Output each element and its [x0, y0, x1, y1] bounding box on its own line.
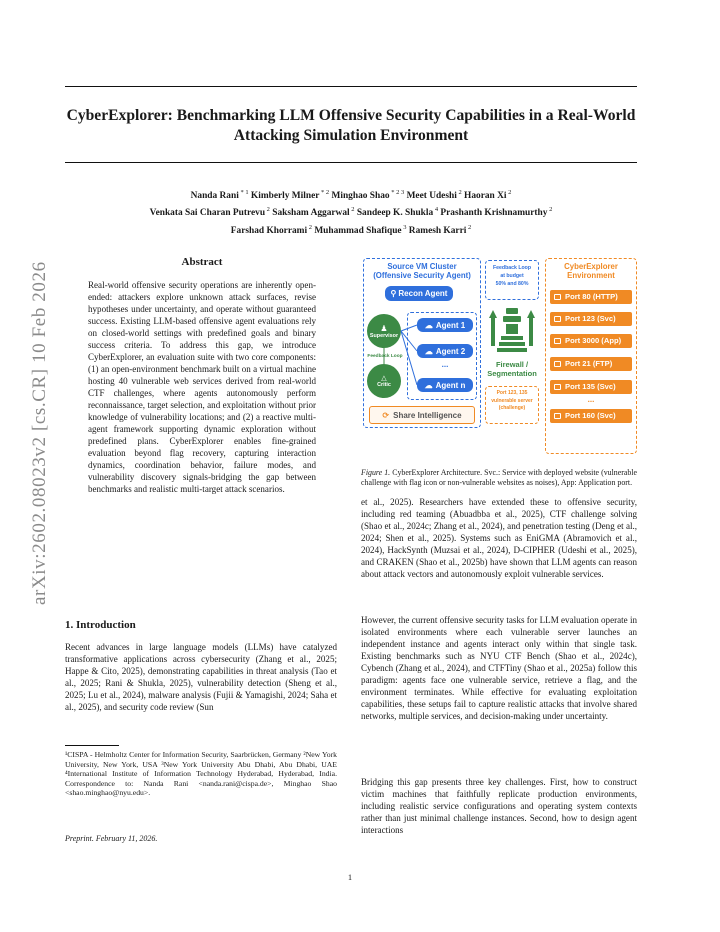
- paper-title: CyberExplorer: Benchmarking LLM Offensive Security Capabilities in a Real-World Attacking Simulation Environment: [66, 107, 636, 144]
- preprint-date: Preprint. February 11, 2026.: [65, 834, 158, 843]
- cloud-icon: ☁: [424, 320, 433, 330]
- author-line: [65, 203, 637, 220]
- author-name: Muhammad Shafique: [314, 225, 402, 236]
- author-affiliation-mark: * 2 3: [389, 189, 405, 196]
- author-list: [65, 186, 637, 238]
- page-number: 1: [347, 872, 353, 882]
- author-affiliation-mark: 4: [433, 206, 439, 214]
- author-affiliation-mark: 2: [349, 206, 355, 214]
- col2-paragraph-2: However, the current offensive security tasks for LLM evaluation operate in isolated environments where each vulnerable server launches an independent instance and agents interact only within that single task. Existing benchmarks such as NYU CTF Bench (Shao et al., 2024c), Cybench (Zhang et al., 2024), and CTFTiny (Shao et al., 2025a) follow this paradigm: agents face one vulnerable service, retrieve a flag, and the environment terminates. While effective for evaluating exploitation capabilities, these setups fail to capture realistic attacks that involve shared networks, multiple services, and decision-making under uncertainty.: [361, 615, 637, 721]
- author-affiliation-mark: 3: [401, 223, 407, 231]
- author-affiliation-mark: 2: [506, 189, 512, 196]
- col2-paragraph-1: et al., 2025). Researchers have extended these to offensive security, including red teaming (Abuadbba et al., 2025), CTF challenge solving (Shao et al., 2024c; Zhang et al., 2024), and penetration testing (Deng et al., 2024; Shen et al., 2025). Systems such as EniGMA (Abramovich et al., 2024), HackSynth (Muzsai et al., 2024), D-CIPHER (Udeshi et al., 2025), and CRAKEN (Shao et al., 2025b) have shown that LLM agents can reason about attack vectors and autonomously exploit vulnerable services.: [361, 497, 637, 579]
- author-name: Minghao Shao: [331, 191, 390, 202]
- author-affiliation-mark: * 1: [238, 189, 249, 196]
- port-note-label: Port 123, 135 vulnerable server (challenge): [491, 390, 533, 412]
- author-name: Meet Udeshi: [406, 191, 457, 202]
- affiliations-footnote: ¹CISPA - Helmholtz Center for Information Security, Saarbrücken, Germany ²New York University, New York, USA ³New York University Abu Dhabi, Abu Dhabi, UAE ⁴International Institute of Information Technology Hyderabad, Hyderabad, India. Correspondence to: Nanda Rani <nanda.rani@cispa.de>, Minghao Shao <shao.minghao@nyu.edu>.: [65, 750, 337, 798]
- figure-connectors: [361, 256, 637, 454]
- author-name: Venkata Sai Charan Putrevu: [149, 208, 266, 219]
- arxiv-identifier[interactable]: arXiv:2602.08023v2 [cs.CR] 10 Feb 2026: [29, 261, 50, 605]
- port-label: Port 135 (Svc): [565, 382, 616, 392]
- author-name: Prashanth Krishnamurthy: [440, 208, 548, 219]
- title-bottom-rule: [65, 162, 637, 163]
- author-name: Saksham Aggarwal: [272, 208, 350, 219]
- author-name: Farshad Khorrami: [230, 225, 308, 236]
- section-heading-introduction: 1. Introduction: [65, 619, 136, 631]
- feedback-loop-label: Feedback Loop: [367, 354, 403, 359]
- author-affiliation-mark: 2: [307, 223, 312, 231]
- speaker-icon: △: [381, 375, 387, 382]
- author-name: Nanda Rani: [190, 191, 239, 202]
- author-name: Sandeep K. Shukla: [356, 208, 434, 219]
- port-label: Port 3000 (App): [565, 336, 622, 346]
- critic-label: Critic: [377, 382, 391, 388]
- author-affiliation-mark: * 2: [319, 189, 330, 196]
- environment-title: CyberExplorer Environment: [564, 262, 618, 280]
- figure-caption-label: Figure 1.: [361, 468, 391, 477]
- author-name: Haoran Xi: [464, 191, 507, 202]
- supervisor-icon: ♟: [380, 323, 388, 333]
- agent-n-label: Agent n: [435, 380, 466, 390]
- firewall-label: Firewall / Segmentation: [487, 360, 537, 378]
- source-vm-cluster-title: Source VM Cluster (Offensive Security Agent): [373, 262, 471, 280]
- title-top-rule: [65, 86, 637, 87]
- abstract-heading: Abstract: [181, 256, 223, 268]
- author-line: [65, 221, 637, 238]
- agent-1-label: Agent 1: [435, 320, 466, 330]
- author-line: [65, 186, 637, 203]
- intro-paragraph-1: Recent advances in large language models (LLMs) have catalyzed transformative applications across cybersecurity (Zhang et al., 2025; Happe & Cito, 2025), demonstrating capabilities in threat analysis (Tao et al., 2025; Rani & Shukla, 2025), vulnerability detection (Sheng et al., 2025; Lu et al., 2024), malware analysis (Fujii & Yamagishi, 2024; Saha et al., 2025), and security code review (Sun: [65, 642, 337, 712]
- author-affiliation-mark: 2: [466, 223, 472, 231]
- search-icon: ⚲: [390, 289, 397, 298]
- recon-agent-label: Recon Agent: [398, 289, 448, 298]
- figure-caption-text: CyberExplorer Architecture. Svc.: Service with deployed website (vulnerable challenge with flag icon or non-vulnerable websites as noises), App: Application port.: [361, 468, 637, 487]
- share-icon: ⟳: [382, 410, 390, 420]
- agent-2-label: Agent 2: [435, 346, 466, 356]
- port-label: Port 80 (HTTP): [565, 292, 618, 302]
- author-affiliation-mark: 2: [456, 189, 462, 196]
- author-affiliation-mark: 2: [547, 206, 553, 214]
- supervisor-label: Supervisor: [369, 332, 399, 339]
- author-name: Ramesh Karri: [408, 225, 467, 236]
- figure-caption: [361, 468, 637, 487]
- cloud-icon: ☁: [424, 346, 433, 356]
- col2-paragraph-3: Bridging this gap presents three key challenges. First, how to construct victim machines that faithfully replicate production environments, including realistic service configurations and operating system contexts rather than just minimal challenge instances. Second, how to design agent interactions: [361, 777, 637, 835]
- share-intelligence-label: Share Intelligence: [393, 410, 462, 420]
- feedback-budget-label: Feedback Loop at budget 50% and 80%: [492, 265, 532, 287]
- footnote-rule: [65, 745, 119, 746]
- architecture-figure: [361, 256, 637, 454]
- abstract-text: Real-world offensive security operations are inherently open-ended: attackers explore unknown attack surfaces, revise hypotheses under uncertainty, and operate without guaranteed success. Existing LLM-based offensive agent evaluations rely on closed-world settings with predefined goals and binary success criteria. To address this gap, we introduce CyberExplorer, an evaluation suite with two core components: (1) an open-environment benchmark built on a virtual machine hosting 40 vulnerable web services derived from real-world CTF challenges, where agents autonomously perform reconnaissance, target selection, and exploitation without prior knowledge of vulnerability locations; and (2) a reactive multi-agent framework supporting dynamic exploration without predefined plans. CyberExplorer enables fine-grained evaluation beyond flag recovery, capturing interaction dynamics, coordination behavior, failure modes, and vulnerability discovery signals-bridging the gap between benchmarks and realistic multi-target attack scenarios.: [88, 280, 316, 494]
- port-label: Port 123 (Svc): [565, 314, 616, 324]
- port-label: Port 21 (FTP): [565, 359, 613, 369]
- author-affiliation-mark: 2: [265, 206, 270, 214]
- port-label: Port 160 (Svc): [565, 411, 616, 421]
- port-ellipsis: ...: [587, 395, 595, 404]
- agent-ellipsis: ...: [441, 360, 449, 369]
- cloud-icon: ☁: [424, 380, 433, 390]
- author-name: Kimberly Milner: [250, 191, 320, 202]
